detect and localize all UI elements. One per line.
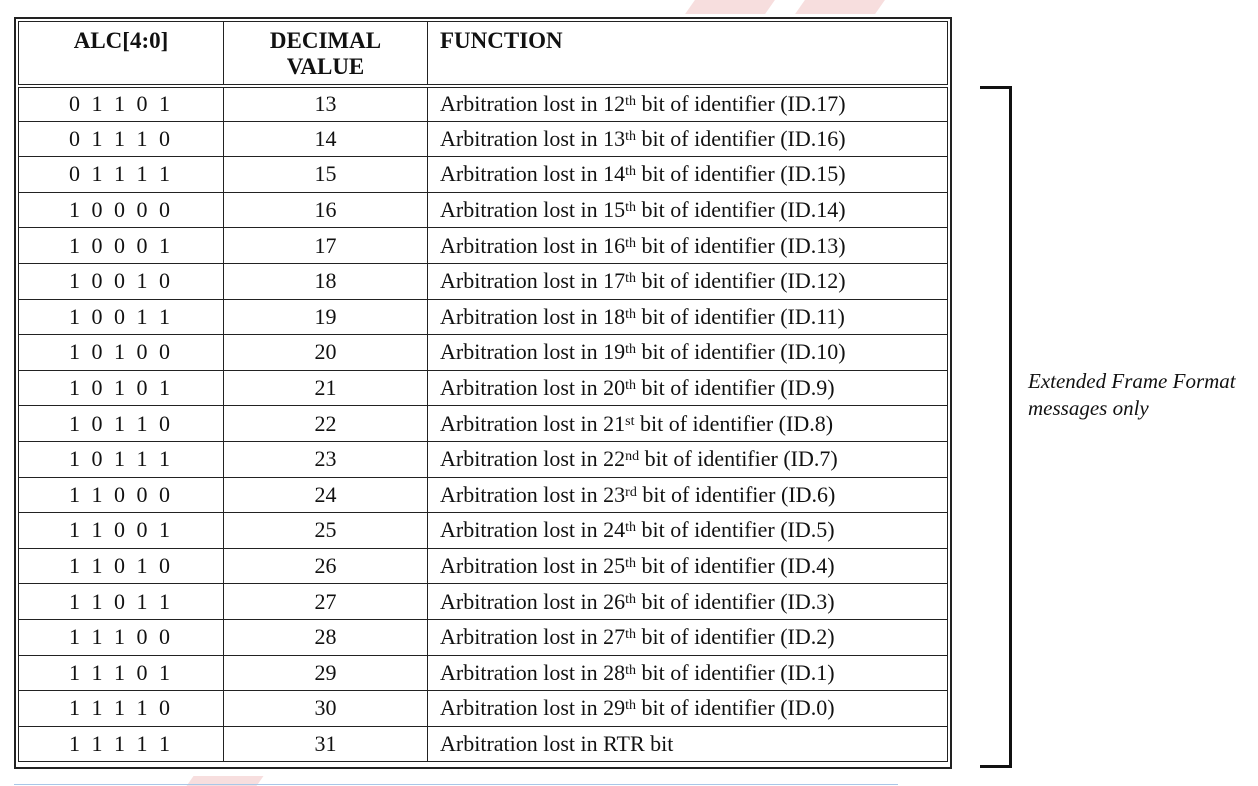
function-cell — [428, 513, 948, 549]
function-text-tail: bit of identifier (ID.15) — [636, 161, 846, 187]
alc-bits-cell: 1 0 0 0 1 — [19, 228, 224, 264]
ordinal-suffix: th — [625, 662, 637, 678]
ordinal-suffix: th — [625, 200, 637, 216]
alc-bits-cell: 1 1 1 1 0 — [19, 691, 224, 727]
function-cell — [428, 441, 948, 477]
function-text-tail: bit of identifier (ID.4) — [636, 553, 835, 579]
ordinal-suffix: th — [625, 271, 637, 287]
table-row — [19, 370, 948, 406]
alc-bits-cell: 1 1 1 1 1 — [19, 726, 224, 762]
table-body — [19, 86, 948, 762]
table-row — [19, 263, 948, 299]
bracket-note-line2: messages only — [1028, 396, 1149, 420]
table-row — [19, 726, 948, 762]
decimal-value-cell: 15 — [224, 157, 428, 193]
function-text: Arbitration lost in RTR bit — [440, 730, 674, 756]
decimal-value-cell: 24 — [224, 477, 428, 513]
function-text: Arbitration lost in 17 — [440, 268, 626, 294]
alc-bits-cell: 1 0 1 0 0 — [19, 335, 224, 371]
function-text-tail: bit of identifier (ID.2) — [636, 624, 835, 650]
decimal-value-cell: 18 — [224, 263, 428, 299]
function-text: Arbitration lost in 26 — [440, 588, 626, 614]
ordinal-suffix: th — [625, 342, 637, 358]
function-text: Arbitration lost in 13 — [440, 125, 626, 151]
table-row — [19, 477, 948, 513]
function-cell — [428, 406, 948, 442]
function-cell — [428, 548, 948, 584]
header-decimal-value-text: DECIMAL VALUE — [269, 28, 382, 79]
decimal-value-cell: 19 — [224, 299, 428, 335]
function-text: Arbitration lost in 12 — [440, 91, 626, 117]
ordinal-suffix: th — [625, 306, 637, 322]
function-cell — [428, 192, 948, 228]
function-text: Arbitration lost in 18 — [440, 303, 626, 329]
function-text-tail: bit of identifier (ID.17) — [636, 91, 846, 117]
decimal-value-cell: 31 — [224, 726, 428, 762]
function-text: Arbitration lost in 21 — [440, 410, 626, 436]
bracket-note — [1028, 368, 1236, 422]
table-row — [19, 335, 948, 371]
alc-function-table — [18, 21, 948, 762]
function-cell — [428, 299, 948, 335]
function-text: Arbitration lost in 14 — [440, 161, 626, 187]
table-row — [19, 86, 948, 122]
alc-bits-cell: 1 0 0 1 1 — [19, 299, 224, 335]
function-cell — [428, 655, 948, 691]
alc-function-table-frame — [14, 17, 952, 769]
header-function: FUNCTION — [428, 22, 948, 86]
function-text-tail: bit of identifier (ID.6) — [636, 481, 836, 507]
function-cell — [428, 691, 948, 727]
decimal-value-cell: 25 — [224, 513, 428, 549]
decimal-value-cell: 20 — [224, 335, 428, 371]
function-cell — [428, 228, 948, 264]
function-text: Arbitration lost in 29 — [440, 695, 626, 721]
function-text-tail: bit of identifier (ID.8) — [634, 410, 834, 436]
alc-bits-cell: 1 1 1 0 1 — [19, 655, 224, 691]
alc-bits-cell: 1 1 0 0 1 — [19, 513, 224, 549]
function-text-tail: bit of identifier (ID.12) — [636, 268, 846, 294]
alc-bits-cell: 1 0 0 0 0 — [19, 192, 224, 228]
bracket-note-line1: Extended Frame Format — [1028, 369, 1236, 393]
function-text-tail: bit of identifier (ID.3) — [636, 588, 835, 614]
alc-bits-cell: 0 1 1 0 1 — [19, 86, 224, 122]
function-cell — [428, 121, 948, 157]
function-text: Arbitration lost in 27 — [440, 624, 626, 650]
table-row — [19, 441, 948, 477]
table-row — [19, 513, 948, 549]
header-alc: ALC[4:0] — [19, 22, 224, 86]
function-text: Arbitration lost in 19 — [440, 339, 626, 365]
function-text: Arbitration lost in 20 — [440, 375, 626, 401]
decimal-value-cell: 28 — [224, 619, 428, 655]
ordinal-suffix: st — [625, 413, 635, 429]
header-decimal-value — [224, 22, 428, 86]
watermark-shape-1 — [685, 0, 775, 14]
alc-bits-cell: 1 0 0 1 0 — [19, 263, 224, 299]
function-text: Arbitration lost in 25 — [440, 553, 626, 579]
ordinal-suffix: th — [625, 94, 637, 110]
alc-bits-cell: 0 1 1 1 1 — [19, 157, 224, 193]
function-cell — [428, 477, 948, 513]
ordinal-suffix: th — [625, 627, 637, 643]
table-row — [19, 192, 948, 228]
decimal-value-cell: 16 — [224, 192, 428, 228]
table-row — [19, 157, 948, 193]
table-row — [19, 584, 948, 620]
function-text-tail: bit of identifier (ID.5) — [636, 517, 835, 543]
decimal-value-cell: 14 — [224, 121, 428, 157]
decimal-value-cell: 26 — [224, 548, 428, 584]
function-cell — [428, 157, 948, 193]
ordinal-suffix: th — [625, 235, 637, 251]
function-text: Arbitration lost in 15 — [440, 197, 626, 223]
table-row — [19, 121, 948, 157]
ordinal-suffix: th — [625, 520, 637, 536]
function-cell — [428, 726, 948, 762]
alc-bits-cell: 1 0 1 0 1 — [19, 370, 224, 406]
ordinal-suffix: rd — [625, 484, 637, 500]
decimal-value-cell: 29 — [224, 655, 428, 691]
ordinal-suffix: th — [625, 591, 637, 607]
function-cell — [428, 584, 948, 620]
function-text: Arbitration lost in 16 — [440, 232, 626, 258]
function-text-tail: bit of identifier (ID.16) — [636, 125, 846, 151]
table-row — [19, 406, 948, 442]
page-rule — [14, 784, 898, 785]
alc-bits-cell: 1 1 0 1 0 — [19, 548, 224, 584]
alc-bits-cell: 0 1 1 1 0 — [19, 121, 224, 157]
table-row — [19, 655, 948, 691]
decimal-value-cell: 13 — [224, 86, 428, 122]
alc-bits-cell: 1 0 1 1 0 — [19, 406, 224, 442]
function-text-tail: bit of identifier (ID.11) — [636, 303, 845, 329]
alc-bits-cell: 1 1 0 0 0 — [19, 477, 224, 513]
function-cell — [428, 335, 948, 371]
watermark-shape-2 — [795, 0, 885, 14]
table-row — [19, 299, 948, 335]
table-row — [19, 548, 948, 584]
function-text: Arbitration lost in 24 — [440, 517, 626, 543]
decimal-value-cell: 21 — [224, 370, 428, 406]
ordinal-suffix: th — [625, 128, 637, 144]
ordinal-suffix: th — [625, 698, 637, 714]
function-cell — [428, 370, 948, 406]
function-text-tail: bit of identifier (ID.14) — [636, 197, 846, 223]
ordinal-suffix: th — [625, 378, 637, 394]
function-text: Arbitration lost in 23 — [440, 481, 626, 507]
function-text-tail: bit of identifier (ID.1) — [636, 659, 835, 685]
function-text-tail: bit of identifier (ID.9) — [636, 375, 835, 401]
function-cell — [428, 619, 948, 655]
function-cell — [428, 86, 948, 122]
function-text: Arbitration lost in 22 — [440, 446, 626, 472]
table-header-row — [19, 22, 948, 86]
decimal-value-cell: 30 — [224, 691, 428, 727]
function-text-tail: bit of identifier (ID.7) — [639, 446, 838, 472]
alc-bits-cell: 1 0 1 1 1 — [19, 441, 224, 477]
ordinal-suffix: th — [625, 556, 637, 572]
function-text: Arbitration lost in 28 — [440, 659, 626, 685]
table-row — [19, 619, 948, 655]
alc-bits-cell: 1 1 1 0 0 — [19, 619, 224, 655]
right-bracket — [980, 86, 1012, 768]
ordinal-suffix: th — [625, 164, 637, 180]
function-text-tail: bit of identifier (ID.0) — [636, 695, 835, 721]
decimal-value-cell: 23 — [224, 441, 428, 477]
decimal-value-cell: 17 — [224, 228, 428, 264]
ordinal-suffix: nd — [625, 449, 640, 465]
table-row — [19, 691, 948, 727]
function-text-tail: bit of identifier (ID.13) — [636, 232, 846, 258]
decimal-value-cell: 27 — [224, 584, 428, 620]
decimal-value-cell: 22 — [224, 406, 428, 442]
alc-bits-cell: 1 1 0 1 1 — [19, 584, 224, 620]
table-row — [19, 228, 948, 264]
function-text-tail: bit of identifier (ID.10) — [636, 339, 846, 365]
function-cell — [428, 263, 948, 299]
